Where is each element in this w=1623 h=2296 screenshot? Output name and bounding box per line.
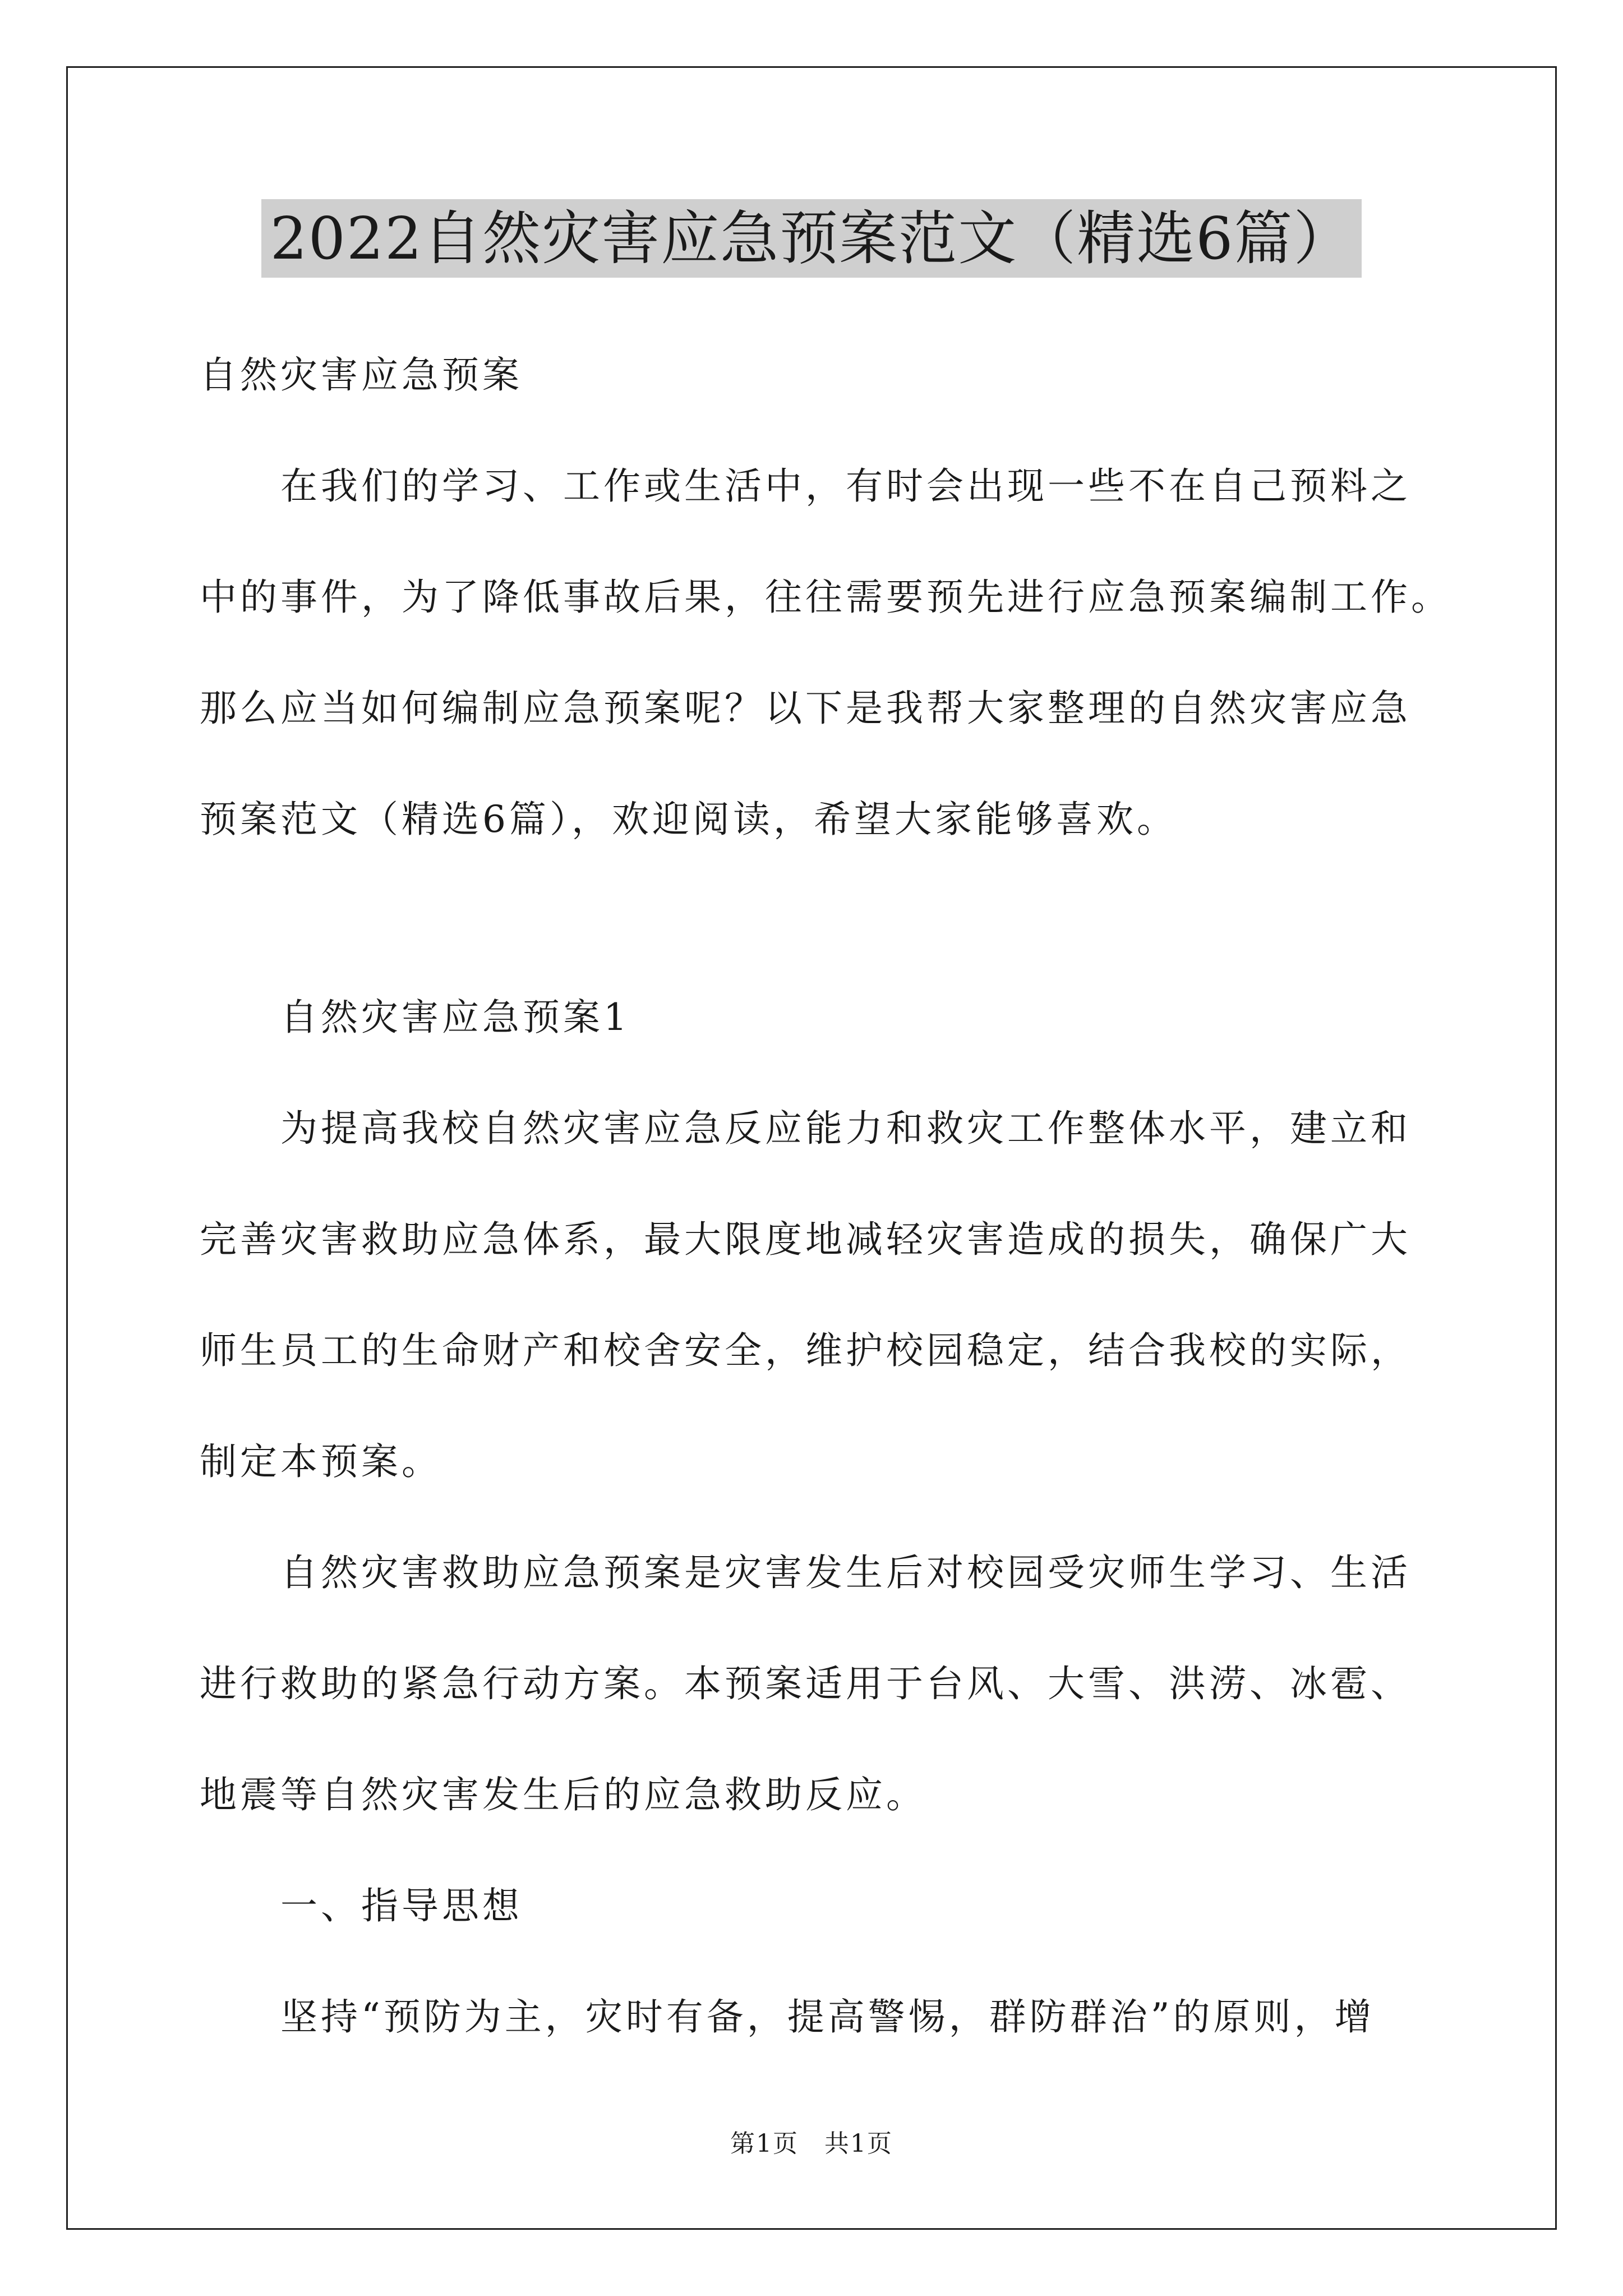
paragraph-line: 那么应当如何编制应急预案呢？以下是我帮大家整理的自然灾害应急	[200, 687, 1411, 730]
paragraph-line: 师生员工的生命财产和校舍安全，维护校园稳定，结合我校的实际，	[200, 1329, 1411, 1372]
document-title: 2022自然灾害应急预案范文（精选6篇）	[261, 199, 1362, 278]
paragraph-line: 地震等自然灾害发生后的应急救助反应。	[200, 1773, 926, 1816]
paragraph-line: 中的事件，为了降低事故后果，往往需要预先进行应急预案编制工作。	[200, 576, 1451, 619]
paragraph-line: 为提高我校自然灾害应急反应能力和救灾工作整体水平，建立和	[280, 1107, 1411, 1150]
section-heading: 一、指导思想	[280, 1884, 523, 1927]
section-heading: 自然灾害应急预案	[200, 353, 523, 397]
paragraph-line: 预案范文（精选6篇），欢迎阅读，希望大家能够喜欢。	[200, 798, 1177, 841]
section-heading: 自然灾害应急预案1	[280, 996, 630, 1039]
paragraph-line: 自然灾害救助应急预案是灾害发生后对校园受灾师生学习、生活	[280, 1551, 1411, 1594]
paragraph-line: 完善灾害救助应急体系，最大限度地减轻灾害造成的损失，确保广大	[200, 1218, 1411, 1261]
paragraph-line: 在我们的学习、工作或生活中，有时会出现一些不在自己预料之	[280, 464, 1411, 508]
paragraph-line: 进行救助的紧急行动方案。本预案适用于台风、大雪、洪涝、冰雹、	[200, 1662, 1411, 1705]
paragraph-line: 坚持“预防为主，灾时有备，提高警惕，群防群治”的原则，增	[280, 1995, 1375, 2039]
paragraph-line: 制定本预案。	[200, 1440, 442, 1483]
title-container	[0, 199, 1623, 278]
page-footer: 第1页 共1页	[730, 2129, 893, 2158]
